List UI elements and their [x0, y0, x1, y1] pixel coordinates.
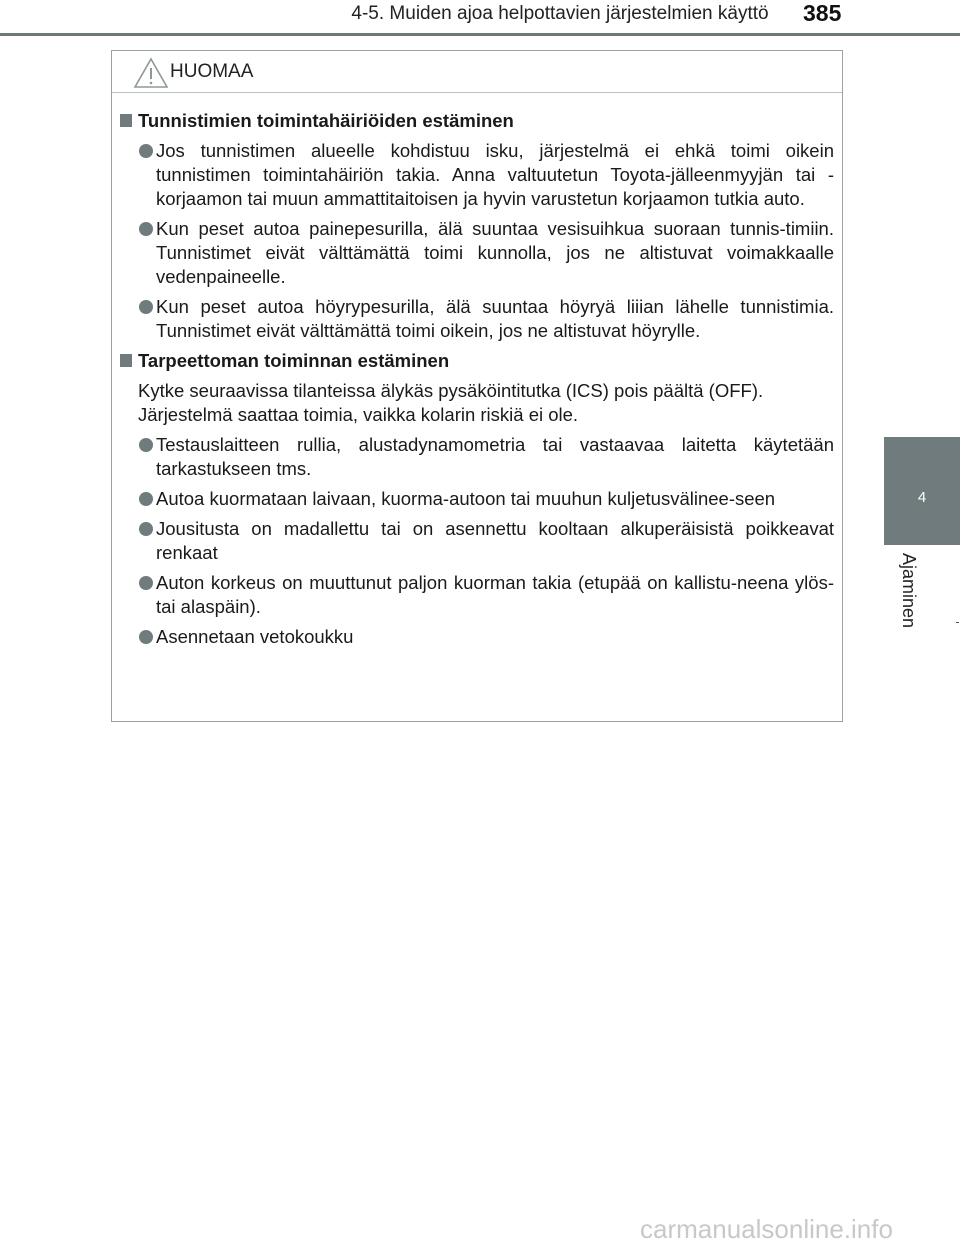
notice-header — [112, 51, 842, 93]
side-tick — [956, 622, 959, 623]
round-bullet-icon — [139, 522, 153, 536]
list-item — [112, 433, 842, 481]
round-bullet-icon — [139, 492, 153, 506]
list-item-text: Asennetaan vetokoukku — [156, 626, 354, 647]
square-bullet-icon — [120, 354, 132, 367]
list-item — [112, 217, 842, 289]
list-item-text: Autoa kuormataan laivaan, kuorma-autoon tai muuhun kuljetusvälinee-seen — [156, 488, 776, 509]
page-number: 385 — [803, 0, 842, 26]
header-title: 4-5. Muiden ajoa helpottavien järjestelmien käyttö — [351, 3, 769, 24]
header-rule — [0, 33, 960, 36]
notice-box — [111, 50, 843, 722]
section-heading — [118, 349, 842, 373]
section-sensor-malfunction — [112, 109, 842, 343]
notice-heading: HUOMAA — [170, 61, 254, 82]
list-item — [112, 571, 842, 619]
square-bullet-icon — [120, 114, 132, 127]
notice-body — [112, 109, 842, 655]
round-bullet-icon — [139, 576, 153, 590]
list-item-text: Jos tunnistimen alueelle kohdistuu isku, järjestelmä ei ehkä toimi oikein tunnistimen toimintahäiriön takia. Anna valtuutetun Toyota-jälleenmyyjän tai -korjaamon tai muun ammattitaitoisen ja hyvin varustetun korjaamon tutkia auto. — [156, 140, 834, 209]
warning-triangle-icon — [133, 57, 169, 89]
chapter-label: Ajaminen — [899, 553, 919, 629]
section-intro: Kytke seuraavissa tilanteissa älykäs pysäköintitutka (ICS) pois päältä (OFF). Järjestelmä saattaa toimia, vaikka kolarin riskiä ei ole. — [138, 380, 764, 425]
list-item — [112, 625, 842, 649]
chapter-number: 4 — [917, 489, 927, 506]
section-heading-text: Tunnistimien toimintahäiriöiden estäminen — [138, 110, 514, 131]
list-item — [112, 487, 842, 511]
list-item-text: Kun peset autoa höyrypesurilla, älä suuntaa höyryä liiian lähelle tunnistimia. Tunnistimet eivät välttämättä toimi oikein, jos ne altistuvat höyrylle. — [156, 296, 834, 341]
list-item-text: Auton korkeus on muuttunut paljon kuorman takia (etupää on kallistu-neena ylös- tai alaspäin). — [156, 572, 834, 617]
section-heading-text: Tarpeettoman toiminnan estäminen — [138, 350, 450, 371]
chapter-tab — [884, 437, 960, 545]
round-bullet-icon — [139, 438, 153, 452]
watermark: carmanualsonline.info — [640, 1214, 893, 1244]
round-bullet-icon — [139, 222, 153, 236]
list-item — [112, 295, 842, 343]
list-item-text: Kun peset autoa painepesurilla, älä suuntaa vesisuihkua suoraan tunnis-timiin. Tunnistimet eivät välttämättä toimi kunnolla, jos ne altistuvat voimakkaalle vedenpaineelle. — [156, 218, 834, 287]
round-bullet-icon — [139, 630, 153, 644]
list-item-text: Jousitusta on madallettu tai on asennettu kooltaan alkuperäisistä poikkeavat renkaat — [156, 518, 834, 563]
list-item — [112, 517, 842, 565]
list-item — [112, 139, 842, 211]
round-bullet-icon — [139, 144, 153, 158]
section-unnecessary-operation — [112, 349, 842, 649]
round-bullet-icon — [139, 300, 153, 314]
section-heading — [118, 109, 842, 133]
list-item-text: Testauslaitteen rullia, alustadynamometria tai vastaavaa laitetta käytetään tarkastukseen tms. — [156, 434, 834, 479]
